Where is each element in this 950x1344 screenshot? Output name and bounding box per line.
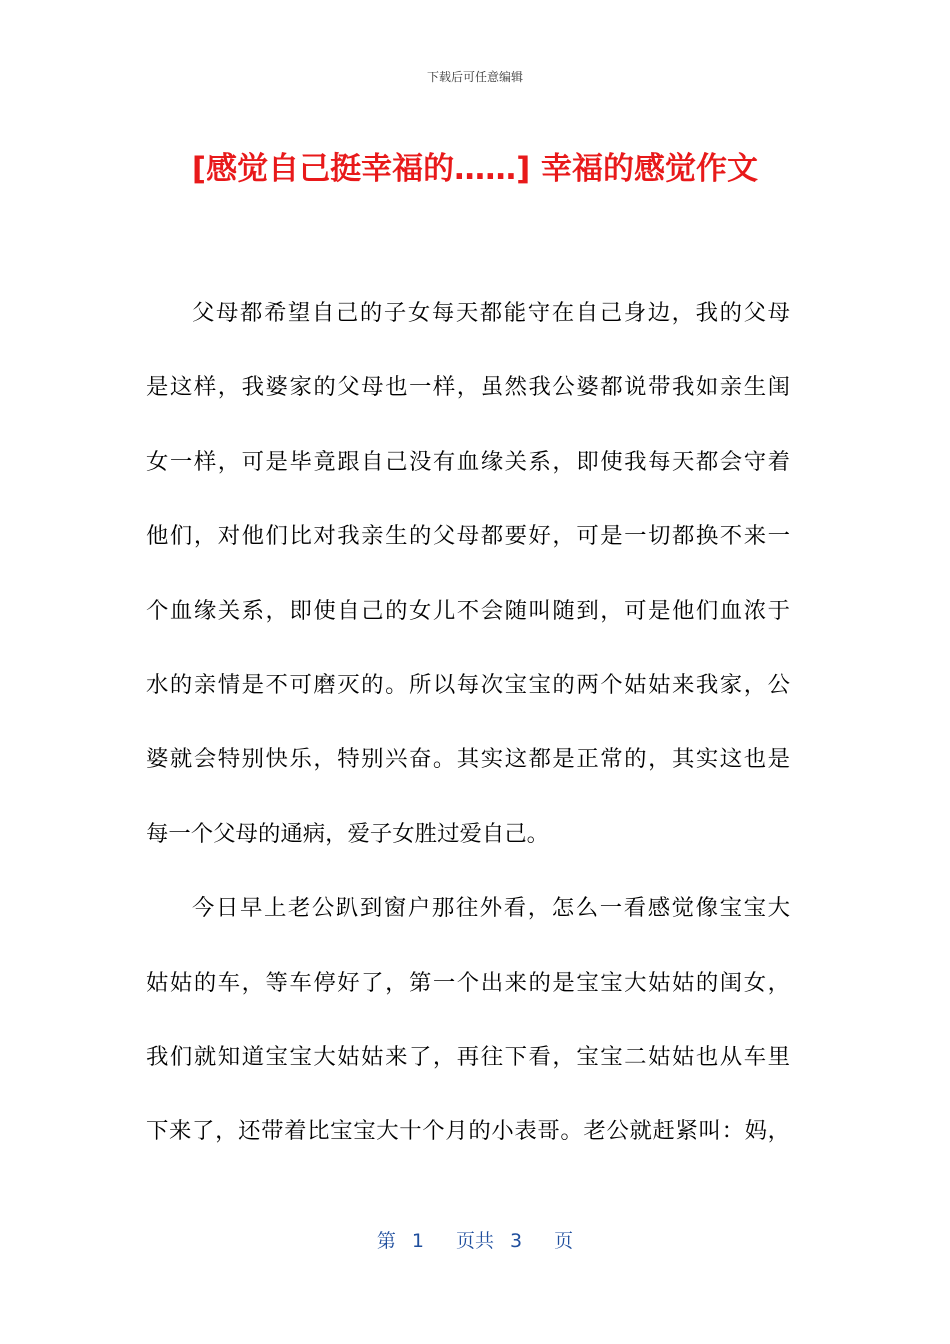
text-line: 每一个父母的通病，爱子女胜过爱自己。 <box>146 820 550 847</box>
footer-current-page: 1 <box>411 1230 424 1252</box>
page-footer <box>0 1226 950 1253</box>
footer-suffix: 页 <box>554 1230 574 1252</box>
text-line: 婆就会特别快乐，特别兴奋。其实这都是正常的，其实这也是 <box>146 746 790 773</box>
text-line: 下来了，还带着比宝宝大十个月的小表哥。老公就赶紧叫：妈， <box>146 1118 790 1145</box>
footer-prefix: 第 <box>376 1230 396 1252</box>
footer-middle: 页共 <box>455 1230 494 1252</box>
text-line: 今日早上老公趴到窗户那往外看，怎么一看感觉像宝宝大 <box>192 895 790 922</box>
text-line: 水的亲情是不可磨灭的。所以每次宝宝的两个姑姑来我家，公 <box>146 671 790 698</box>
text-line: 我们就知道宝宝大姑姑来了，再往下看，宝宝二姑姑也从车里 <box>146 1043 790 1070</box>
text-line: 女一样，可是毕竟跟自己没有血缘关系，即使我每天都会守着 <box>146 448 790 475</box>
document-title: [感觉自己挺幸福的……] 幸福的感觉作文 <box>191 151 759 187</box>
header-note: 下载后可任意编辑 <box>426 70 523 84</box>
text-line: 个血缘关系，即使自己的女儿不会随叫随到，可是他们血浓于 <box>146 597 790 624</box>
text-line: 是这样，我婆家的父母也一样，虽然我公婆都说带我如亲生闺 <box>146 374 790 401</box>
text-line: 父母都希望自己的子女每天都能守在自己身边，我的父母 <box>192 300 790 326</box>
body-text <box>146 276 790 1169</box>
text-line: 他们，对他们比对我亲生的父母都要好，可是一切都换不来一 <box>146 523 790 550</box>
text-line: 姑姑的车，等车停好了，第一个出来的是宝宝大姑姑的闺女， <box>146 969 790 996</box>
paragraph <box>146 871 790 1169</box>
footer-total-pages: 3 <box>510 1230 523 1252</box>
paragraph <box>146 276 790 871</box>
